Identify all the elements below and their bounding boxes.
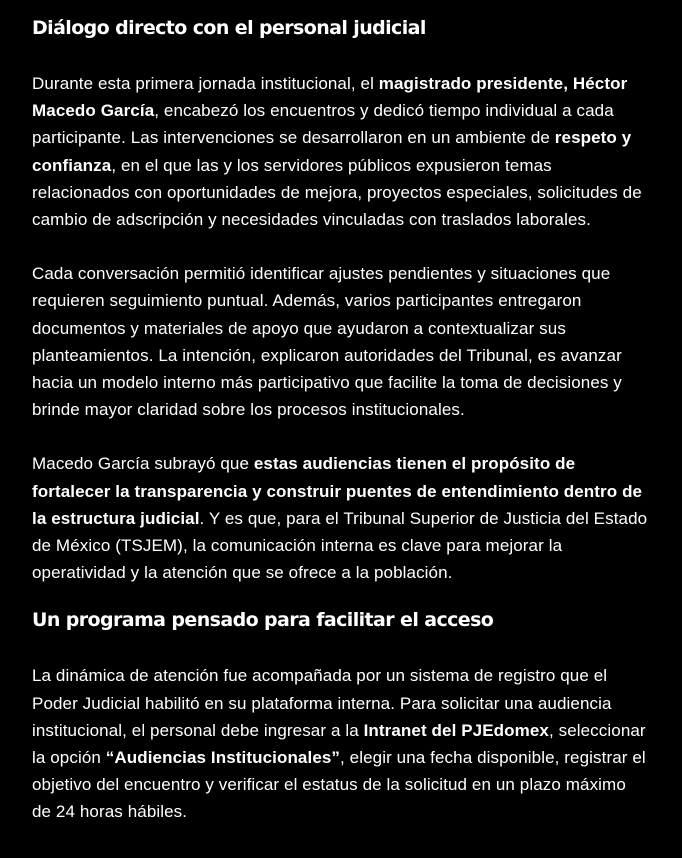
paragraph-macedo — [32, 450, 649, 586]
paragraph-text: Durante esta primera jornada institucional, el — [32, 74, 379, 93]
paragraph-dinamica — [32, 662, 649, 825]
paragraph-text: , elegir una fecha disponible, registrar el objetivo del encuentro y verificar el estatus de la solicitud en un plazo máximo de 24 horas hábiles. — [32, 748, 646, 822]
bold-text-audiencias: estas audiencias tienen el propósito de fortalecer la transparencia y construir puentes de entendimiento dentro de la estructura judicial — [32, 454, 643, 528]
bold-text-audiencias-institucionales: “Audiencias Institucionales” — [105, 748, 341, 768]
bold-text-respeto: respeto y confianza — [32, 128, 632, 175]
bold-text-intranet: Intranet del PJEdomex — [363, 720, 549, 740]
bold-text-magistrado: magistrado presidente, Héctor Macedo García — [32, 74, 628, 121]
paragraph-text: , en el que las y los servidores públicos expusieron temas relacionados con oportunidades de mejora, proyectos especiales, solicitudes de cambio de adscripción y necesidades vinculadas con traslados laborales. — [32, 155, 642, 230]
section-heading-programa: Un programa pensado para facilitar el acceso — [32, 609, 494, 632]
paragraph-text: , seleccionar la opción — [32, 720, 646, 768]
paragraph-conversacion — [32, 260, 649, 423]
paragraph-text: . Y es que, para el Tribunal Superior de Justicia del Estado de México (TSJEM), la comunicación interna es clave para mejorar la operatividad y la atención que se ofrece a la población. — [32, 508, 648, 583]
section-heading-dialogo: Diálogo directo con el personal judicial — [32, 17, 426, 39]
paragraph-text: , encabezó los encuentros y dedicó tiempo individual a cada participante. Las intervenciones se desarrollaron en un ambiente de — [32, 101, 614, 148]
paragraph-jornada — [32, 70, 649, 233]
paragraph-text: Cada conversación permitió identificar ajustes pendientes y situaciones que requieren seguimiento puntual. Además, varios participantes entregaron documentos y materiales de apoyo que ayudaron a contextualizar sus planteamientos. La intención, explicaron autoridades del Tribunal, es avanzar hacia un modelo interno más participativo que facilite la toma de decisiones y brinde mayor claridad sobre los procesos institucionales. — [32, 264, 622, 420]
paragraph-text: La dinámica de atención fue acompañada por un sistema de registro que el Poder Judicial habilitó en su plataforma interna. Para solicitar una audiencia institucional, el personal debe ingresar a la — [32, 666, 612, 740]
paragraph-text: Macedo García subrayó que — [32, 454, 254, 474]
